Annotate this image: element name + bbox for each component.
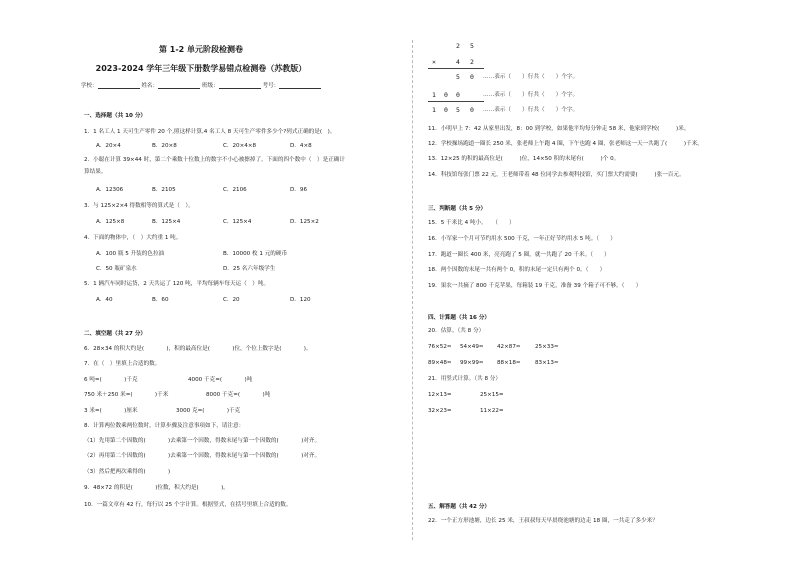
name-field[interactable] <box>158 82 200 89</box>
vm-row4-d1: 1 <box>432 91 436 99</box>
question-6: 6．28×34 的积大约是( )，积的最高位是( )位，个位上数字是( )。 <box>84 346 312 352</box>
q2-option-d[interactable]: D．96 <box>290 187 308 193</box>
estimate-2: 54×49≈ <box>460 344 484 350</box>
q4-option-c[interactable]: C．50 瓶矿泉水 <box>96 266 137 272</box>
question-17: 17．跑道一圈长 400 米，亮亮跑了 5 圈，就一共跑了 20 千米。（ ） <box>428 252 610 258</box>
question-8: 8．计算两位数乘两位数时，计算步骤及注意事项如下，请注意： <box>84 423 245 429</box>
q4-option-d[interactable]: D．25 名六年级学生 <box>223 266 276 272</box>
question-22: 22．一个正方形池塘，边长 25 米，王叔叔每天早晨绕池塘的边走 18 圈，一共走了多少米？ <box>428 518 658 524</box>
question-13: 13．12×25 的积的最高位是( )位，14×50 积的末尾有( )个 0。 <box>428 156 620 162</box>
question-19: 19．果农一共摘了 800 千克苹果，每箱装 19 千克，准备 39 个箱子可不够。（ ） <box>428 283 642 289</box>
vertical-calc-3: 32×23= <box>428 408 452 414</box>
exam-no-field[interactable] <box>279 82 321 89</box>
class-field[interactable] <box>219 82 261 89</box>
vm-row3-d1: 5 <box>456 73 460 81</box>
q8-step-3: （3）然后把两次乘得的( ) <box>84 469 171 475</box>
vm-row5-d1: 1 <box>432 106 436 114</box>
question-7: 7．在（ ）里填上合适的数。 <box>84 361 161 367</box>
q7-item-2a: 750 米＋250 米=( )千米 <box>84 392 169 398</box>
q5-option-b[interactable]: B．60 <box>152 297 169 303</box>
question-18: 18．两个因数的末尾一共有两个 0，积的末尾一定只有两个 0。（ ） <box>428 267 606 273</box>
estimate-4: 25×33≈ <box>535 344 559 350</box>
q4-option-b[interactable]: B．10000 枚 1 元的硬币 <box>223 251 288 257</box>
q4-option-a[interactable]: A．100 瓶 5 升装的色拉油 <box>96 251 165 257</box>
vertical-calc-2: 25×15= <box>480 392 504 398</box>
vm-row3-note: ……表示（ ）行共（ ）个字。 <box>483 74 579 80</box>
question-9: 9．48×72 的积是( )位数，积大约是( )。 <box>84 485 229 491</box>
q7-item-1a: 6 吨=( )千克 <box>84 377 138 383</box>
section-heading-choice: 一、选择题（共 10 分） <box>84 113 147 119</box>
section-heading-solve: 五、解答题（共 42 分） <box>428 504 491 510</box>
vm-row2-d2: 2 <box>470 58 474 66</box>
estimate-1: 76×52≈ <box>428 344 452 350</box>
class-label: 班级： <box>201 83 219 89</box>
question-20: 20．估算。（共 8 分） <box>428 328 485 334</box>
section-heading-calc: 四、计算题（共 16 分） <box>428 315 491 321</box>
vm-line-1 <box>428 68 484 69</box>
vm-row5-d2: 0 <box>444 106 448 114</box>
q3-option-b[interactable]: B．125×4 <box>152 219 181 225</box>
q5-option-d[interactable]: D．120 <box>290 297 311 303</box>
question-5: 5．1 辆汽车同时运货，2 天共运了 120 吨，平均每辆车每天运（ ）吨。 <box>84 281 270 287</box>
school-label: 学校： <box>80 83 98 89</box>
vertical-calc-1: 12×13= <box>428 392 452 398</box>
estimate-8: 83×13≈ <box>535 360 559 366</box>
q7-item-3b: 3000 克=( )千克 <box>176 408 241 414</box>
q3-option-c[interactable]: C．125×4 <box>223 219 252 225</box>
q5-option-c[interactable]: C．20 <box>223 297 240 303</box>
vm-row5-d4: 0 <box>470 106 474 114</box>
name-label: 姓名： <box>141 83 159 89</box>
estimate-6: 99×99≈ <box>460 360 484 366</box>
exam-subtitle: 2023-2024 学年三年级下册数学易错点检测卷（苏教版） <box>95 64 307 73</box>
vm-row1-d1: 2 <box>456 42 460 50</box>
vm-times-sign: × <box>432 58 436 66</box>
question-3: 3．与 125×2×4 得数相等的算式是（ ）。 <box>84 203 194 209</box>
q7-item-2b: 8000 千克=( )吨 <box>206 392 271 398</box>
question-12: 12．学校操场跑道一圈长 250 米，张老师上午跑 4 圈，下午也跑 4 圈，张老师这一天一共跑了( )千米。 <box>428 141 703 147</box>
q8-step-1: （1）先用第二个因数的( )去乘第一个因数，得数末尾与第一个因数的( )对齐。 <box>84 438 321 444</box>
vm-line-2 <box>428 101 484 102</box>
exam-no-label: 考号： <box>262 83 280 89</box>
vm-row4-note: ……表示（ ）行共（ ）个字。 <box>483 92 579 98</box>
question-21: 21．用竖式计算。（共 8 分） <box>428 376 501 382</box>
school-field[interactable] <box>98 82 140 89</box>
vm-row1-d2: 5 <box>470 42 474 50</box>
vm-row3-d2: 0 <box>470 73 474 81</box>
exam-title: 第 1-2 单元阶段检测卷 <box>158 45 244 54</box>
question-2-cont: 算结果。 <box>84 169 107 175</box>
q2-option-b[interactable]: B．2105 <box>152 187 176 193</box>
q3-option-a[interactable]: A．125×8 <box>96 219 125 225</box>
vm-row5-d3: 5 <box>456 106 460 114</box>
q2-option-a[interactable]: A．12306 <box>96 187 124 193</box>
question-15: 15．5 千米比 4 吨小。 （ ） <box>428 220 515 226</box>
q2-option-c[interactable]: C．2106 <box>223 187 247 193</box>
section-heading-judge: 三、判断题（共 5 分） <box>428 206 487 212</box>
column-divider <box>412 40 413 540</box>
question-10: 10．一篇文章有 42 行，每行以 25 个字计算。根据竖式，在括号里填上合适的数。 <box>84 502 292 508</box>
q7-item-1b: 4000 千克=( )吨 <box>188 377 253 383</box>
question-2: 2．小聪在计算 39×44 时，第二个乘数十位数上的数字不小心被擦掉了。下面的四个数中（ ）是正确计 <box>84 157 345 163</box>
q8-step-2: （2）再用第二个因数的( )去乘第一个因数，得数末尾与第一个因数的( )对齐。 <box>84 453 321 459</box>
student-info-line <box>0 81 402 89</box>
vm-row5-note: ……表示（ ）行共（ ）个字。 <box>483 107 579 113</box>
vm-row4-d3: 0 <box>456 91 460 99</box>
q1-option-d[interactable]: D．4×8 <box>290 143 312 149</box>
q5-option-a[interactable]: A．40 <box>96 297 113 303</box>
question-14: 14．科技馆每张门票 22 元，王老师带着 48 位同学去参观科技馆，买门票大约需要( )张一百元。 <box>428 172 685 178</box>
question-4: 4．下面的物体中，（ ）大约重 1 吨。 <box>84 235 182 241</box>
q1-option-b[interactable]: B．20×8 <box>152 143 177 149</box>
question-11: 11．小明早上 7：42 从家里出发，8：00 到学校，如果他平均每分钟走 58 米，他家到学校( )米。 <box>428 126 690 132</box>
estimate-3: 42×87≈ <box>497 344 521 350</box>
section-heading-fill: 二、填空题（共 27 分） <box>84 331 147 337</box>
vm-row4-d2: 0 <box>444 91 448 99</box>
q1-option-c[interactable]: C．20×4×8 <box>223 143 257 149</box>
q1-option-a[interactable]: A．20×4 <box>96 143 121 149</box>
question-1: 1．1 名工人 1 天可生产零件 20 个,照这样计算,4 名工人 8 天可生产零件多少个?列式正确的是( )。 <box>84 129 336 135</box>
question-16: 16．小军家一个月可节约用水 500 千克，一年正好节约用水 5 吨。（ ） <box>428 236 616 242</box>
estimate-7: 88×18≈ <box>497 360 521 366</box>
q3-option-d[interactable]: D．125×2 <box>290 219 319 225</box>
vm-row2-d1: 4 <box>456 58 460 66</box>
vertical-calc-4: 11×22= <box>480 408 504 414</box>
q7-item-3a: 3 米=( )厘米 <box>84 408 138 414</box>
estimate-5: 89×48≈ <box>428 360 452 366</box>
